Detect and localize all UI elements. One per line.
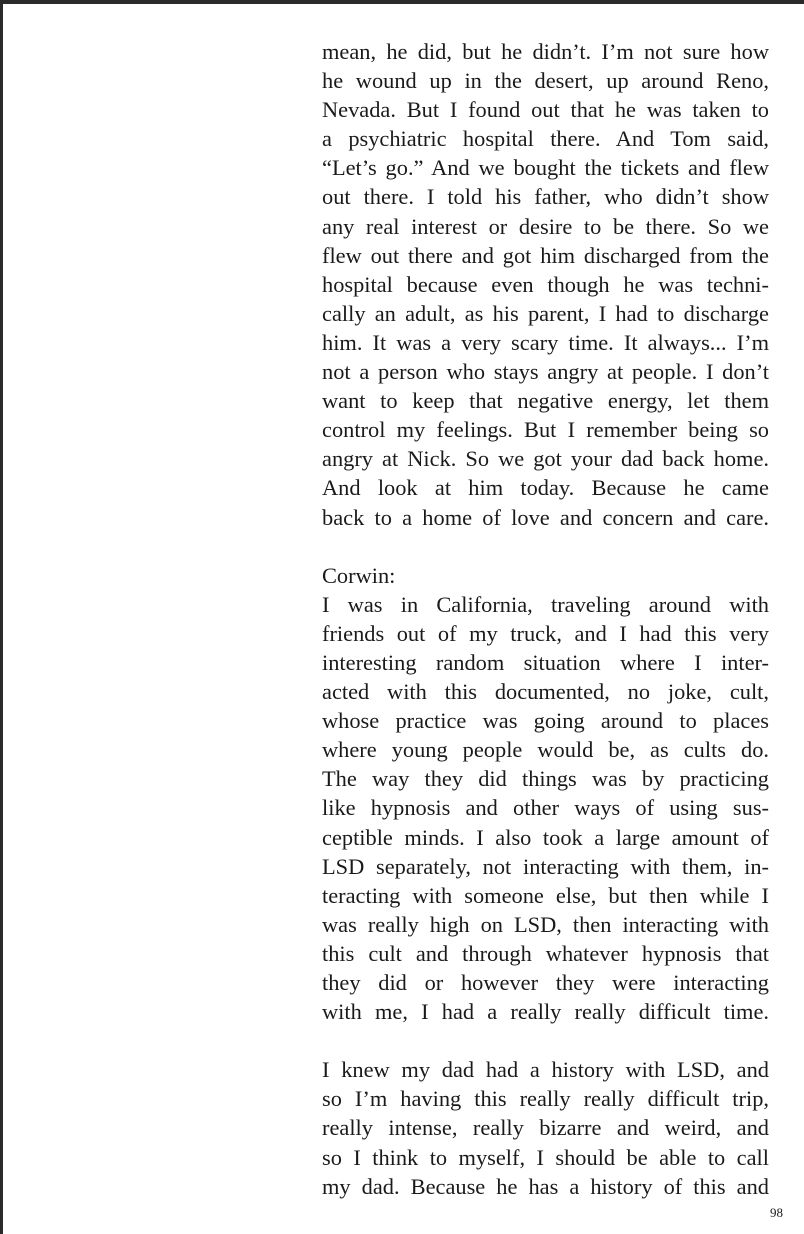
- body-text: [322, 37, 769, 1201]
- text-line: he wound up in the desert, up around Reno,: [322, 68, 769, 94]
- text-line: so I’m having this really really difficult trip,: [322, 1086, 769, 1112]
- text-line: they did or however they were interacting: [322, 970, 769, 995]
- text-line: was really high on LSD, then interacting with: [322, 911, 769, 937]
- text-line: acted with this documented, no joke, cult,: [322, 679, 769, 705]
- text-line: like hypnosis and other ways of using sus-: [322, 795, 769, 821]
- text-line: a psychiatric hospital there. And Tom said,: [322, 126, 769, 152]
- text-line: control my feelings. But I remember being so: [322, 417, 769, 443]
- text-line: with me, I had a really really difficult time.: [322, 999, 769, 1025]
- text-line: LSD separately, not interacting with them, in-: [322, 853, 769, 879]
- text-line: And look at him today. Because he came: [322, 475, 769, 501]
- text-line: ceptible minds. I also took a large amount of: [322, 824, 769, 850]
- paragraph-3: [322, 1055, 769, 1200]
- text-line: back to a home of love and concern and care.: [322, 504, 769, 530]
- text-line: teracting with someone else, but then while I: [322, 882, 769, 908]
- text-line: angry at Nick. So we got your dad back home.: [322, 446, 769, 472]
- text-line: this cult and through whatever hypnosis that: [322, 940, 769, 966]
- text-line: “Let’s go.” And we bought the tickets and flew: [322, 155, 769, 181]
- text-line: I knew my dad had a history with LSD, and: [322, 1057, 769, 1083]
- text-line: my dad. Because he has a history of this and: [322, 1173, 769, 1199]
- text-line: I was in California, traveling around with: [322, 591, 769, 617]
- text-line: mean, he did, but he didn’t. I’m not sure how: [322, 39, 769, 64]
- text-line: whose practice was going around to places: [322, 708, 769, 734]
- text-line: interesting random situation where I inter-: [322, 649, 769, 675]
- paragraph-2: [322, 590, 769, 1026]
- text-line: out there. I told his father, who didn’t show: [322, 184, 769, 210]
- paragraph-gap: [322, 532, 769, 561]
- text-line: where young people would be, as cults do.: [322, 737, 769, 763]
- speaker-label: Corwin:: [322, 562, 396, 588]
- text-line: flew out there and got him discharged from the: [322, 242, 769, 268]
- text-line: cally an adult, as his parent, I had to discharge: [322, 300, 769, 326]
- text-line: hospital because even though he was techni-: [322, 271, 769, 297]
- text-line: him. It was a very scary time. It always... I’m: [322, 329, 769, 355]
- page-number: 98: [770, 1205, 783, 1220]
- text-line: friends out of my truck, and I had this very: [322, 620, 769, 646]
- paragraph-gap: [322, 1026, 769, 1055]
- paragraph-1: [322, 37, 769, 532]
- text-line: not a person who stays angry at people. I don’t: [322, 359, 769, 385]
- text-line: any real interest or desire to be there. So we: [322, 213, 769, 239]
- text-line: really intense, really bizarre and weird, and: [322, 1115, 769, 1141]
- text-line: Nevada. But I found out that he was taken to: [322, 97, 769, 123]
- text-line: want to keep that negative energy, let them: [322, 388, 769, 414]
- text-line: so I think to myself, I should be able to call: [322, 1144, 769, 1170]
- text-line: The way they did things was by practicing: [322, 766, 769, 792]
